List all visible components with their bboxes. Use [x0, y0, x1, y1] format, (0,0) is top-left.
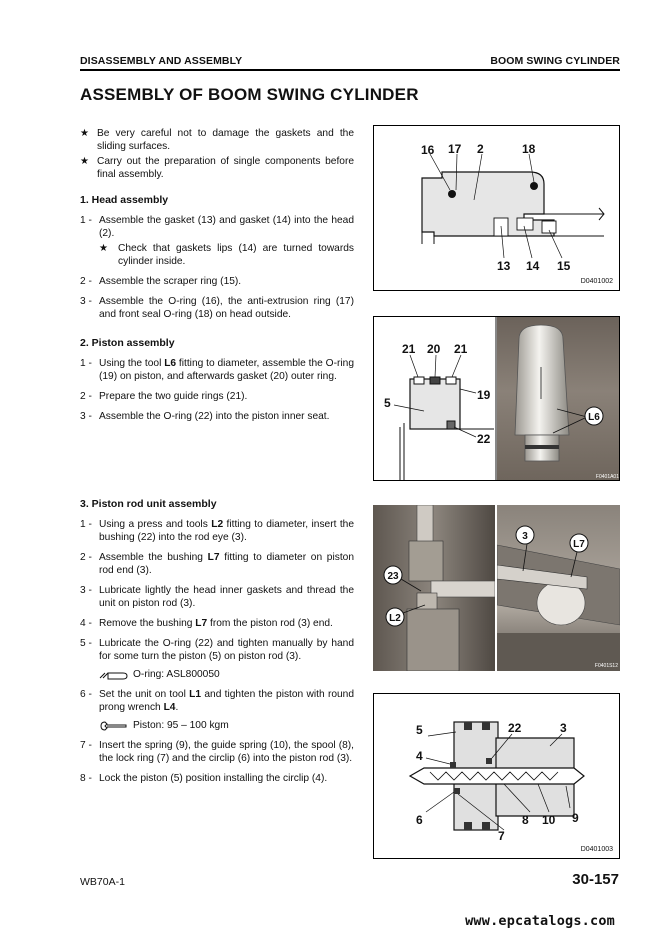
callout-5: 5	[384, 396, 391, 410]
step-item: 7 - Insert the spring (9), the guide spring (10), the spool (8), the lock ring (7) and the circlip (6) into the piston rod (3).	[80, 740, 354, 764]
spec-line: Piston: 95 – 100 kgm	[99, 719, 354, 732]
callout-22: 22	[477, 432, 491, 446]
callout-7: 7	[498, 829, 505, 843]
step-item: 8 - Lock the piston (5) position installing the circlip (4).	[80, 773, 328, 784]
photo-bushing-l7	[497, 505, 620, 671]
section-heading-head: 1. Head assembly	[80, 194, 169, 206]
callout-8: 8	[522, 813, 529, 827]
callout-2: 2	[477, 142, 484, 156]
step-item: 2 - Assemble the bushing L7 fitting to diameter on piston rod end (3).	[80, 552, 354, 576]
intro-note: ★ Be very careful not to damage the gaskets and the sliding surfaces.	[80, 128, 354, 152]
callout-6: 6	[416, 813, 423, 827]
star-icon: ★	[80, 156, 90, 167]
callout-20: 20	[427, 342, 441, 356]
figure-piston-assembly	[373, 316, 620, 481]
callout-L6: L6	[588, 412, 600, 423]
step-item: 1 - Using a press and tools L2 fitting to diameter, insert the bushing (22) into the rod eye (3).	[80, 519, 354, 543]
running-header	[80, 55, 620, 71]
oring-icon	[99, 670, 129, 680]
head-section-drawing	[374, 126, 620, 291]
callout-21: 21	[454, 342, 468, 356]
star-icon: ★	[80, 128, 90, 139]
callout-22: 22	[508, 721, 522, 735]
step-item: 5 - Lubricate the O-ring (22) and tighten manually by hand for some turn the piston (5) on piston rod (3).	[80, 638, 354, 662]
section-heading-piston: 2. Piston assembly	[80, 337, 175, 349]
callout-18: 18	[522, 142, 536, 156]
step-item: 6 - Set the unit on tool L1 and tighten the piston with round prong wrench L4.	[80, 689, 354, 713]
callout-15: 15	[557, 259, 571, 273]
star-icon: ★	[99, 243, 109, 254]
photo-press-tool-l2	[373, 505, 495, 671]
text-column-lower	[80, 490, 354, 785]
section-label: DISASSEMBLY AND ASSEMBLY	[80, 55, 243, 67]
callout-16: 16	[421, 143, 435, 157]
step-item: 2 - Assemble the scraper ring (15).	[80, 276, 242, 287]
figure-id: D0401003	[580, 846, 613, 853]
figure-piston-rod-assembly	[373, 693, 620, 859]
page-number: 30-157	[572, 871, 619, 888]
step-item: 1 - Using the tool L6 fitting to diameter, assemble the O-ring (19) on piston, and afterwards gasket (20) outer ring.	[80, 358, 354, 382]
step-item: 3 - Assemble the O-ring (22) into the piston inner seat.	[80, 411, 330, 422]
step-item: 3 - Assemble the O-ring (16), the anti-extrusion ring (17) and front seal O-ring (18) on head outside.	[80, 296, 354, 320]
text-column-upper	[80, 127, 354, 423]
callout-4: 4	[416, 749, 423, 763]
step-note: ★ Check that gaskets lips (14) are turned towards cylinder inside.	[99, 243, 354, 267]
spec-line: O-ring: ASL800050	[99, 668, 354, 681]
callout-L2: L2	[389, 613, 401, 624]
wrench-icon	[99, 721, 129, 731]
photo-tool-l6	[497, 317, 620, 481]
section-heading-rod: 3. Piston rod unit assembly	[80, 498, 217, 510]
step-item: 3 - Lubricate lightly the head inner gaskets and thread the unit on piston rod (3).	[80, 585, 354, 609]
callout-3: 3	[522, 531, 528, 542]
callout-14: 14	[526, 259, 540, 273]
callout-L7: L7	[573, 539, 585, 550]
figure-id: D0401002	[580, 278, 613, 285]
callout-9: 9	[572, 811, 579, 825]
callout-21: 21	[402, 342, 416, 356]
model-label: WB70A-1	[80, 876, 125, 888]
step-item: 1 - Assemble the gasket (13) and gasket (14) into the head (2).	[80, 215, 354, 239]
callout-13: 13	[497, 259, 511, 273]
step-item: 4 - Remove the bushing L7 from the piston rod (3) end.	[80, 618, 333, 629]
figure-head-assembly	[373, 125, 620, 291]
chapter-label: BOOM SWING CYLINDER	[490, 55, 620, 67]
intro-note: ★ Carry out the preparation of single components before final assembly.	[80, 156, 354, 180]
callout-19: 19	[477, 388, 491, 402]
callout-10: 10	[542, 813, 556, 827]
callout-23: 23	[387, 571, 399, 582]
figure-id: F0401S12	[594, 663, 618, 669]
watermark-url: www.epcatalogs.com	[465, 913, 615, 929]
callout-3: 3	[560, 721, 567, 735]
page-title: ASSEMBLY OF BOOM SWING CYLINDER	[80, 85, 419, 104]
rod-section-drawing	[374, 694, 620, 859]
callout-5: 5	[416, 723, 423, 737]
figure-id: F0401A01	[595, 474, 619, 480]
callout-17: 17	[448, 142, 462, 156]
step-item: 2 - Prepare the two guide rings (21).	[80, 391, 248, 402]
